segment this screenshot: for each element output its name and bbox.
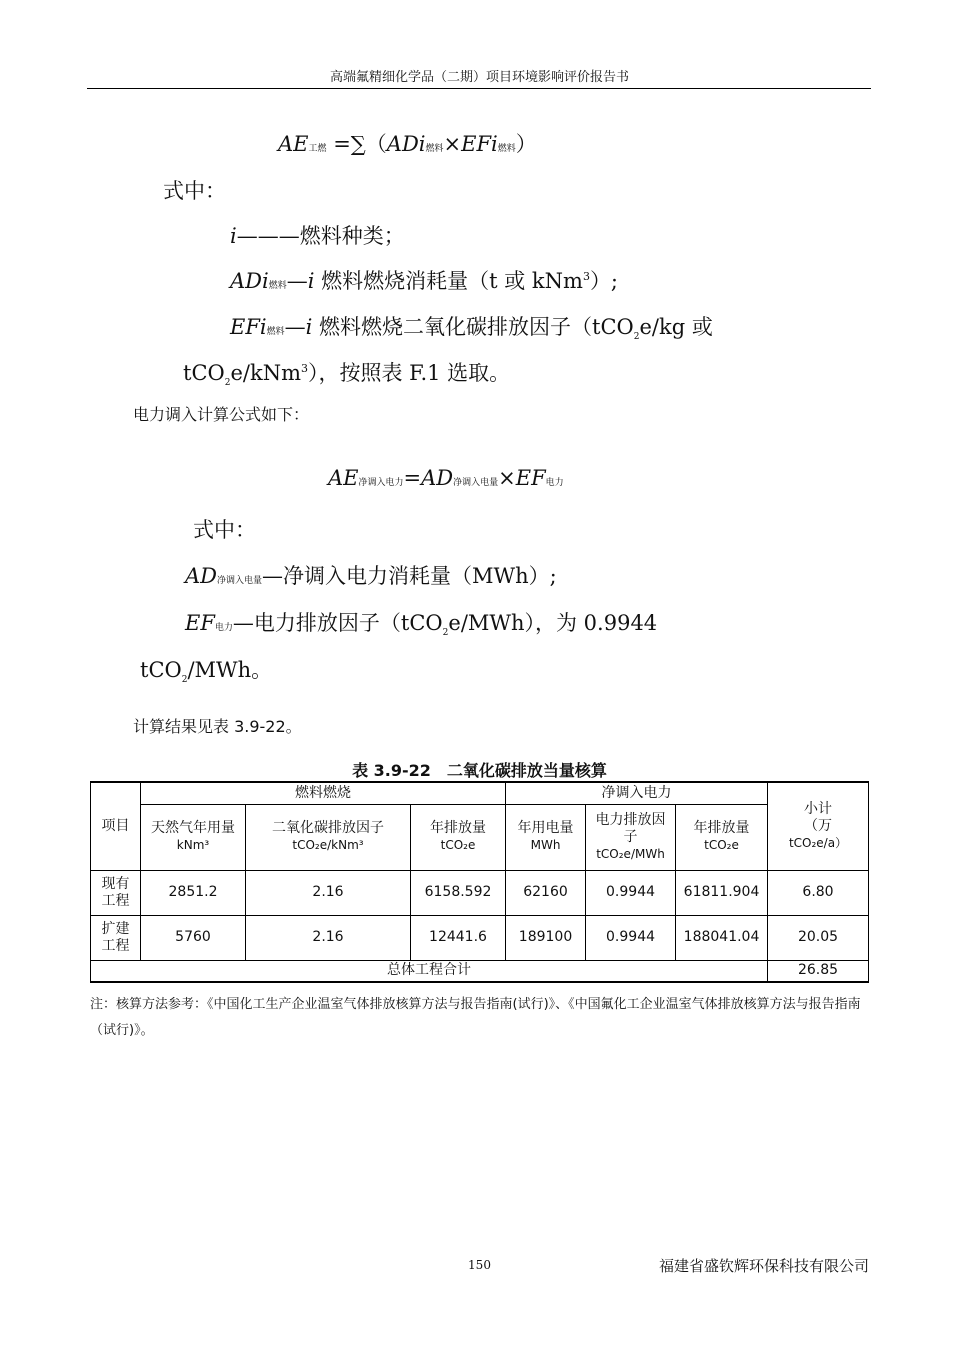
def-ef-power-cont-b: /MWh。	[187, 658, 273, 682]
formula-fuel-close: ）	[515, 132, 537, 156]
def-ad-end: ）;	[589, 269, 619, 293]
def-ad-power-sub: 净调入电量	[217, 576, 263, 586]
result-reference: 计算结果见表 3.9-22。	[133, 717, 302, 736]
row-name	[91, 915, 141, 960]
formula-fuel	[278, 128, 537, 158]
header-gas-unit: kNm³	[176, 838, 210, 852]
page-header: 高端氟精细化学品（二期）项目环境影响评价报告书	[329, 70, 629, 85]
formula-fuel-lhs: AE	[278, 132, 309, 156]
header-power-factor-label2: 子	[623, 828, 638, 845]
header-net-power: 净调入电力	[506, 782, 768, 804]
def-ef-symbol: EFi	[230, 315, 267, 339]
formula-power-eq: =AD	[403, 466, 454, 490]
header-electricity	[506, 804, 586, 870]
company-name: 福建省盛钦辉环保科技有限公司	[658, 1257, 869, 1275]
formula-fuel-lhs-sub: 工燃	[308, 144, 327, 154]
def-ef-power-sub: 电力	[214, 623, 233, 633]
cell-subtotal: 6.80	[768, 870, 869, 915]
def-ef-text2: e/kg 或	[639, 315, 713, 339]
row-name-line2: 工程	[101, 937, 130, 954]
cell-factor: 2.16	[246, 915, 411, 960]
formula-power-lhs: AE	[328, 466, 359, 490]
where-label-1: 式中：	[163, 179, 226, 203]
def-ef-cont-a: tCO	[183, 361, 225, 385]
cell-power-factor: 0.9944	[586, 870, 676, 915]
header-power-factor-unit: tCO₂e/MWh	[596, 846, 665, 861]
def-ef-i: i	[305, 315, 313, 339]
def-ef-power-cont-sub: 2	[181, 675, 188, 686]
row-name-line1: 扩建	[101, 920, 130, 937]
def-ef-cont-c: ），按照表 F.1 选取。	[308, 361, 511, 385]
cell-power-emission: 61811.904	[676, 870, 768, 915]
def-i-text: ———燃料种类；	[236, 224, 405, 248]
def-ad-power-symbol: AD	[185, 564, 218, 588]
def-ef-power-cont-a: tCO	[140, 658, 182, 682]
def-ef-power-text-sub: 2	[442, 628, 449, 639]
def-ad-i: i	[307, 269, 315, 293]
def-ad-fuel	[230, 265, 618, 295]
def-i-symbol: i	[230, 224, 237, 248]
cell-gas: 2851.2	[141, 870, 246, 915]
def-ef-dash: —	[284, 315, 306, 339]
row-name-line2: 工程	[101, 892, 130, 909]
def-ad-sub: 燃料	[268, 281, 287, 291]
formula-fuel-eq: =∑（	[326, 132, 387, 156]
def-ad-sup: 3	[582, 270, 590, 283]
cell-electricity: 189100	[506, 915, 586, 960]
formula-fuel-ef: EFi	[461, 132, 498, 156]
header-gas-label: 天然气年用量	[151, 820, 235, 836]
header-factor	[246, 804, 411, 870]
header-power-factor-label1: 电力排放因	[595, 811, 666, 828]
formula-power-ef: EF	[515, 466, 546, 490]
def-ef-power	[185, 607, 657, 638]
header-item: 项目	[91, 782, 141, 870]
formula-power-ef-sub: 电力	[545, 478, 564, 488]
header-subtotal	[768, 782, 869, 870]
table-note: 注：核算方法参考：《中国化工生产企业温室气体排放核算方法与报告指南(试行)》、《中国氟化工企业温室气体排放核算方法与报告指南（试行)》。	[90, 997, 861, 1038]
def-ef-text: 燃料燃烧二氧化碳排放因子（tCO	[312, 315, 634, 339]
header-rule	[87, 88, 871, 89]
formula-fuel-ad: ADi	[386, 132, 426, 156]
formula-fuel-ad-sub: 燃料	[425, 144, 444, 154]
header-power-emission	[676, 804, 768, 870]
cell-gas: 5760	[141, 915, 246, 960]
cell-power-factor: 0.9944	[586, 915, 676, 960]
header-subtotal-unit2: tCO₂e/a）	[788, 835, 848, 850]
total-label: 总体工程合计	[91, 960, 768, 982]
header-electricity-label: 年用电量	[517, 820, 574, 836]
def-ef-power-continuation	[140, 654, 272, 685]
def-ef-text-sub: 2	[633, 332, 640, 343]
formula-fuel-times: ×	[443, 132, 462, 156]
cell-electricity: 62160	[506, 870, 586, 915]
def-ef-cont-sub: 2	[224, 378, 231, 389]
header-power-emission-label: 年排放量	[693, 820, 750, 836]
def-ef-power-text-b: e/MWh），为 0.9944	[448, 611, 658, 635]
def-i	[230, 220, 405, 250]
def-ef-continuation	[183, 357, 510, 388]
where-label-2: 式中：	[193, 518, 256, 542]
cell-emission: 12441.6	[411, 915, 506, 960]
cell-subtotal: 20.05	[768, 915, 869, 960]
cell-power-emission: 188041.04	[676, 915, 768, 960]
header-subtotal-unit1: （万	[804, 817, 833, 834]
def-ad-text: 燃料燃烧消耗量（t 或 kNm	[314, 269, 583, 293]
formula-power-lhs-sub: 净调入电力	[358, 478, 404, 488]
header-emission-label: 年排放量	[430, 820, 486, 836]
header-factor-label: 二氧化碳排放因子	[272, 820, 384, 836]
page-number: 150	[468, 1258, 491, 1272]
def-ad-dash: —	[286, 269, 308, 293]
formula-power-times: ×	[498, 466, 516, 490]
header-fuel-combustion: 燃料燃烧	[141, 782, 506, 804]
table-caption: 表 3.9-22 二氧化碳排放当量核算	[352, 761, 607, 780]
def-ef-power-symbol: EF	[185, 611, 215, 635]
table-row	[91, 870, 869, 915]
def-ef-sub: 燃料	[266, 327, 285, 337]
def-ef-cont-b: e/kNm	[230, 361, 301, 385]
total-row	[91, 960, 869, 982]
header-emission-unit: tCO₂e	[440, 838, 476, 852]
def-ef-fuel	[230, 311, 713, 342]
total-value: 26.85	[768, 960, 869, 982]
formula-power-ad-sub: 净调入电量	[453, 478, 499, 488]
def-ad-symbol: ADi	[230, 269, 269, 293]
header-emission	[411, 804, 506, 870]
table-row	[91, 915, 869, 960]
def-ad-power-text: —净调入电力消耗量（MWh）;	[262, 564, 557, 588]
def-ad-power	[185, 560, 557, 590]
row-name-line1: 现有	[101, 875, 130, 892]
header-electricity-unit: MWh	[530, 838, 561, 852]
header-factor-unit: tCO₂e/kNm³	[292, 838, 364, 852]
header-subtotal-label: 小计	[804, 800, 833, 817]
formula-fuel-ef-sub: 燃料	[497, 144, 516, 154]
cell-emission: 6158.592	[411, 870, 506, 915]
formula-power	[328, 466, 564, 490]
header-gas	[141, 804, 246, 870]
def-ef-cont-sup: 3	[301, 362, 308, 375]
header-power-factor	[586, 804, 676, 870]
def-ef-power-text-a: —电力排放因子（tCO	[232, 611, 443, 635]
intro-power-formula: 电力调入计算公式如下：	[133, 405, 310, 424]
header-power-emission-unit: tCO₂e	[704, 838, 739, 852]
row-name	[91, 870, 141, 915]
cell-factor: 2.16	[246, 870, 411, 915]
emission-table	[90, 781, 869, 983]
